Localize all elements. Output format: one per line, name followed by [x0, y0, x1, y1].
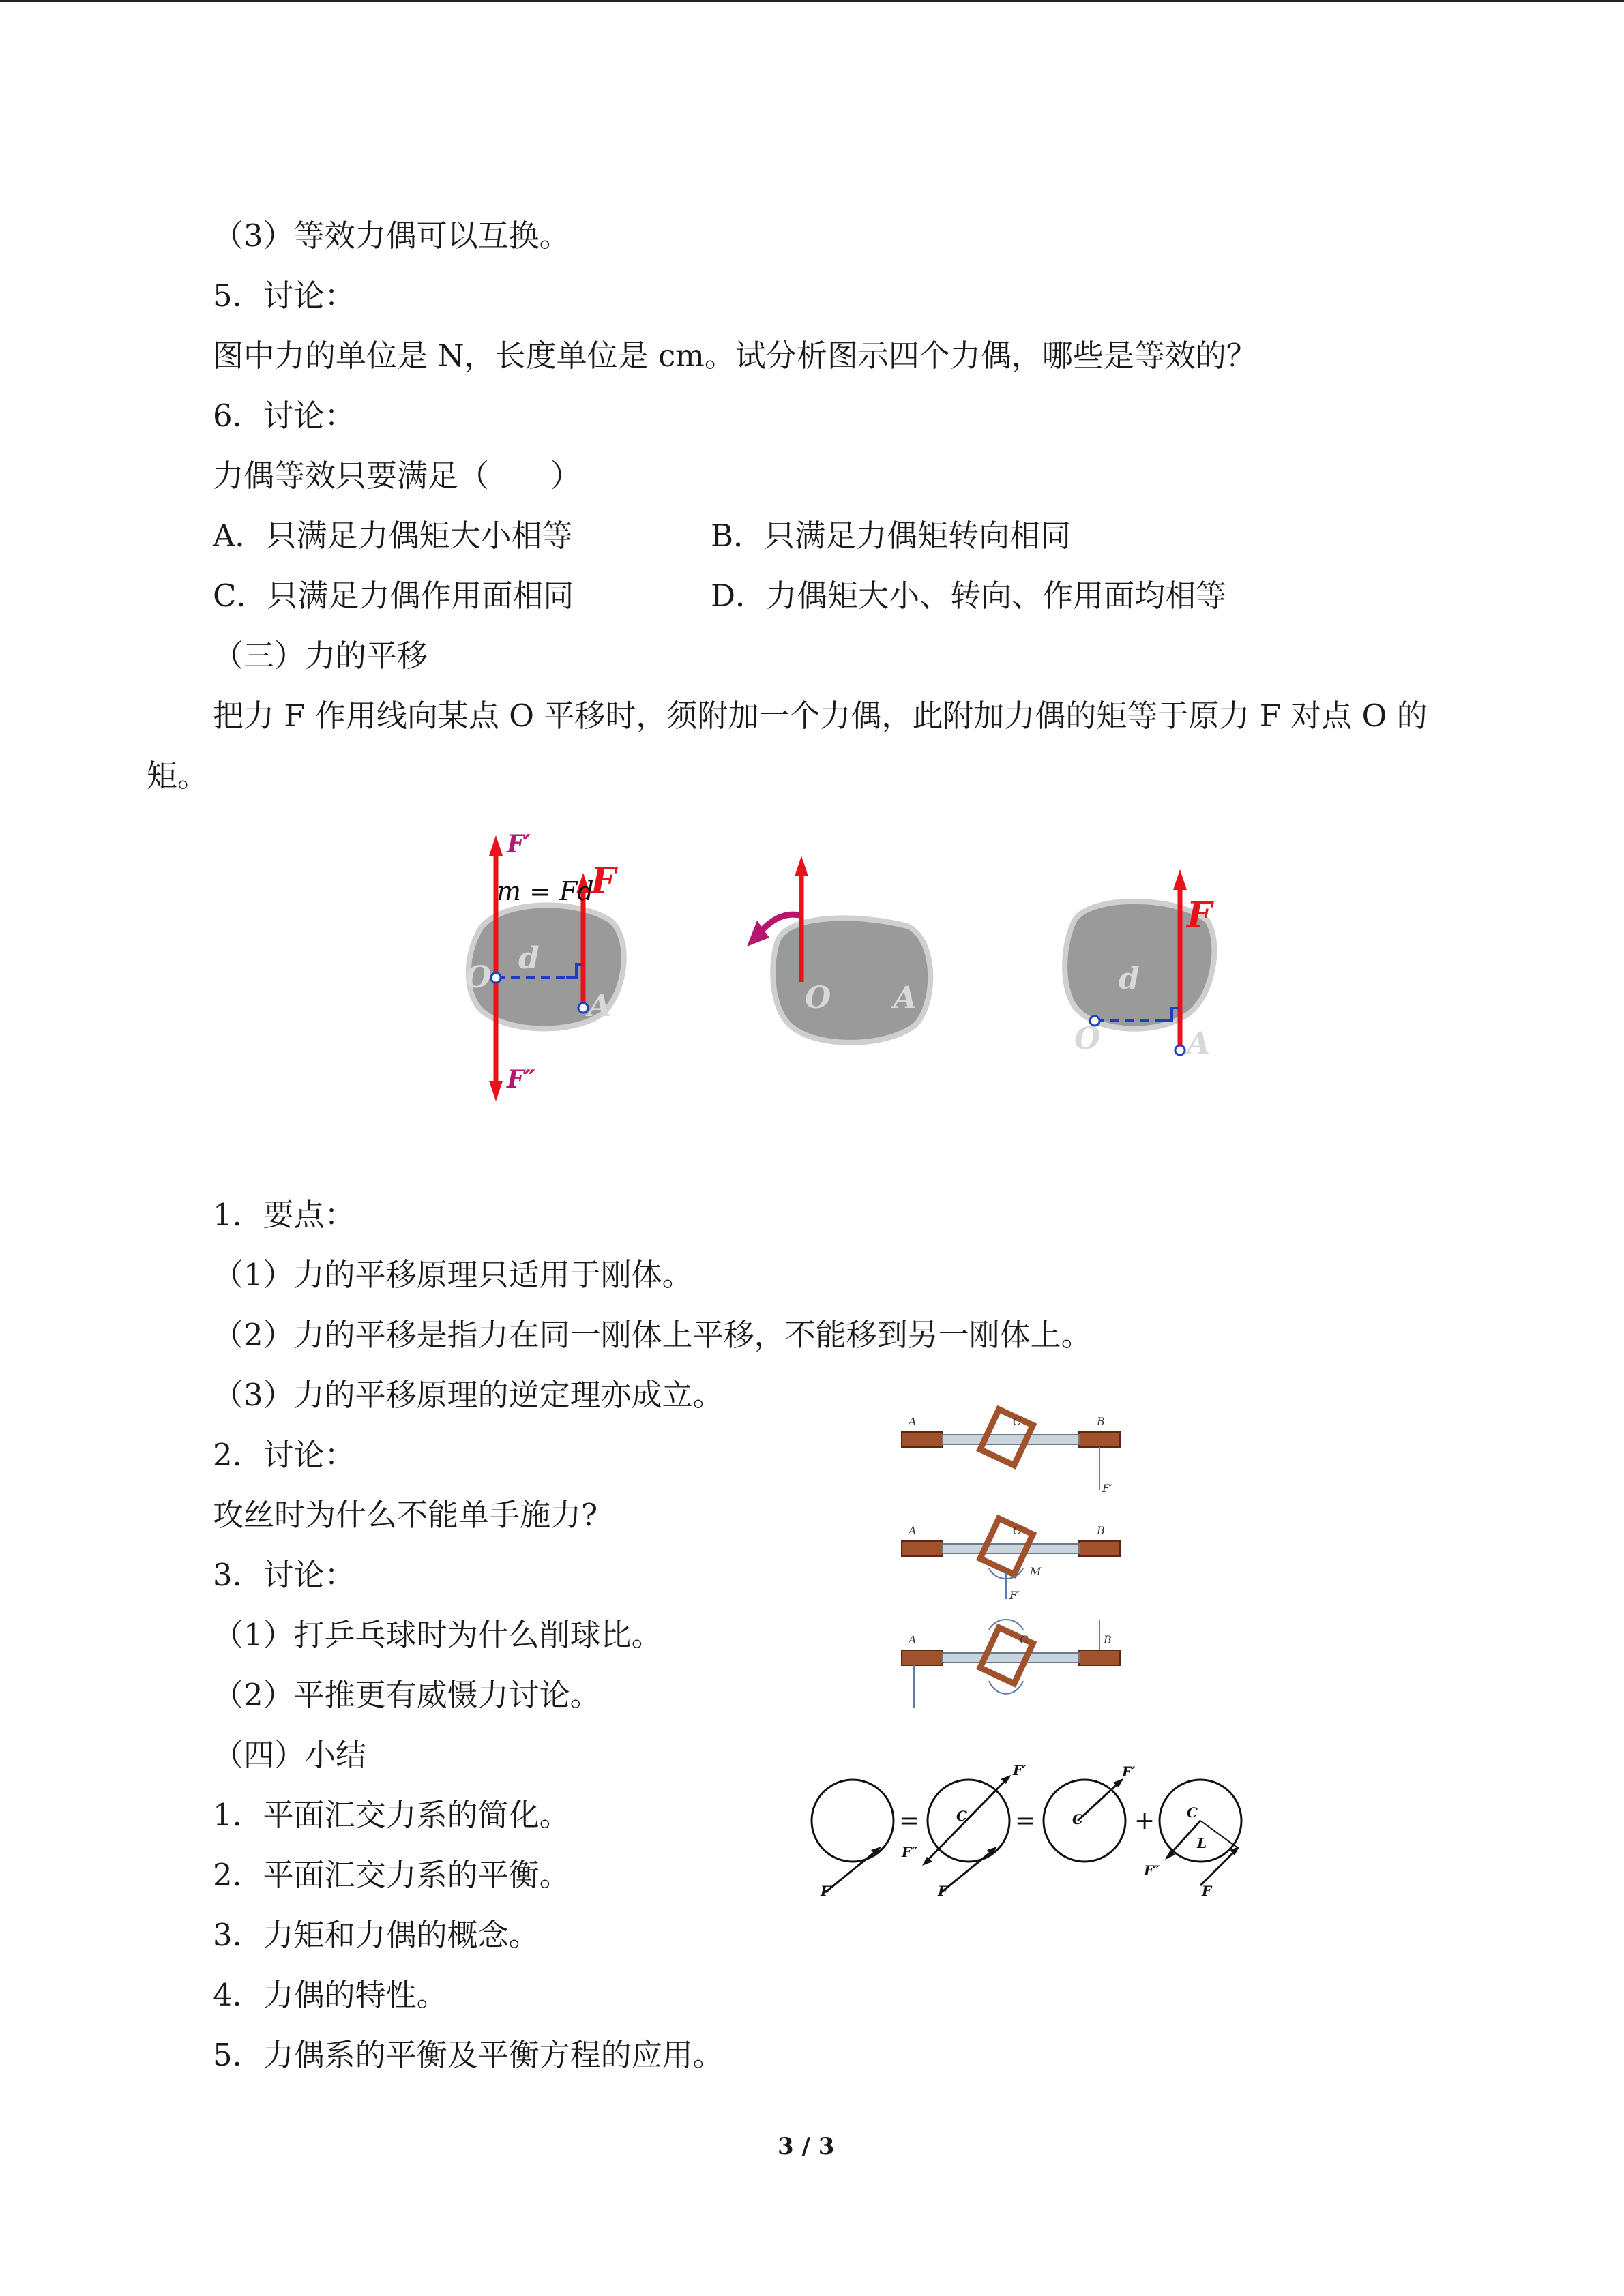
- svg-text:F′: F′: [1102, 1482, 1112, 1495]
- svg-text:F: F: [1202, 1883, 1212, 1899]
- svg-text:C: C: [1187, 1804, 1198, 1821]
- discussion-3-item-2: （2）平推更有威慑力讨论。: [213, 1677, 601, 1713]
- label-A-1: A: [588, 989, 612, 1024]
- text-line-3: 图中力的单位是 N，长度单位是 cm。试分析图示四个力偶，哪些是等效的？: [213, 338, 1257, 374]
- option-d: D．力偶矩大小、转向、作用面均相等: [711, 578, 1227, 614]
- svg-text:F′: F′: [1122, 1763, 1136, 1780]
- tap-wrench-state-3: [902, 1620, 1120, 1708]
- label-d-1: d: [518, 941, 540, 976]
- force-translation-figure: [437, 818, 1241, 1112]
- tap-wrench-figure: [894, 1398, 1139, 1718]
- tap-wrench-state-1: [902, 1410, 1120, 1495]
- svg-text:F′: F′: [1013, 1763, 1027, 1778]
- svg-text:C: C: [1013, 1415, 1022, 1428]
- label-F-prime: F′: [507, 830, 531, 859]
- force-F-double-prime-head: [489, 1081, 503, 1101]
- paragraph-line-1: 把力 F 作用线向某点 O 平移时，须附加一个力偶，此附加力偶的矩等于原力 F 对点 O 的: [213, 698, 1428, 734]
- svg-text:M: M: [1030, 1565, 1042, 1578]
- tap-wrench-state-2: [902, 1519, 1120, 1602]
- point-A-1: [578, 1003, 588, 1013]
- summary-item-2: 2．平面汇交力系的平衡。: [213, 1857, 570, 1893]
- page-number: 3 / 3: [778, 2133, 835, 2160]
- svg-text:C: C: [1020, 1633, 1029, 1646]
- text-line-1: （3）等效力偶可以互换。: [213, 218, 570, 254]
- circle-2: [928, 1780, 1009, 1862]
- key-point-1: （1）力的平移原理只适用于刚体。: [213, 1257, 693, 1293]
- svg-text:B: B: [1104, 1633, 1112, 1646]
- key-point-2: （2）力的平移是指力在同一刚体上平移，不能移到另一刚体上。: [213, 1317, 1092, 1353]
- svg-text:+: +: [1134, 1807, 1155, 1835]
- label-F-1: F: [591, 861, 616, 902]
- svg-text:C: C: [1013, 1524, 1022, 1537]
- label-O-2: O: [805, 981, 831, 1015]
- summary-item-4: 4．力偶的特性。: [213, 1977, 447, 2013]
- svg-text:C: C: [956, 1808, 967, 1824]
- svg-text:F: F: [938, 1883, 948, 1899]
- label-d-3: d: [1119, 961, 1140, 996]
- label-O-1: O: [465, 960, 492, 995]
- svg-text:=: =: [899, 1807, 920, 1835]
- key-point-3: （3）力的平移原理的逆定理亦成立。: [213, 1377, 724, 1413]
- label-F-3: F: [1187, 895, 1212, 936]
- discussion-2-question: 攻丝时为什么不能单手施力?: [213, 1497, 598, 1533]
- question-text: 力偶等效只要满足（ ）: [213, 458, 582, 494]
- heading-discussion-3: 3．讨论：: [213, 1557, 355, 1593]
- page-top-border: [0, 0, 1624, 2]
- svg-text:A: A: [909, 1415, 917, 1428]
- svg-text:B: B: [1097, 1415, 1105, 1428]
- option-b: B．只满足力偶矩转向相同: [711, 518, 1072, 554]
- svg-text:F″: F″: [902, 1844, 918, 1860]
- label-A-3: A: [1187, 1026, 1211, 1061]
- heading-discussion-2: 2．讨论：: [213, 1437, 355, 1473]
- label-moment: m = Fd: [497, 876, 594, 906]
- svg-text:L: L: [1197, 1835, 1207, 1851]
- option-c: C．只满足力偶作用面相同: [213, 578, 574, 614]
- circle-3: [1044, 1780, 1125, 1862]
- svg-text:A: A: [909, 1524, 917, 1537]
- svg-text:C: C: [1072, 1811, 1083, 1828]
- section-heading-4: （四）小结: [213, 1737, 367, 1773]
- svg-text:F: F: [821, 1883, 831, 1899]
- label-A-2: A: [894, 981, 917, 1015]
- paragraph-line-2: 矩。: [147, 758, 209, 794]
- svg-text:F″: F″: [1144, 1862, 1160, 1879]
- circle-1: [812, 1780, 894, 1862]
- heading-discussion-6: 6．讨论：: [213, 398, 355, 434]
- svg-text:F′: F′: [1009, 1589, 1020, 1602]
- force-F-head-3: [1173, 869, 1187, 890]
- force-F-prime-head: [489, 835, 503, 856]
- svg-text:B: B: [1097, 1524, 1105, 1537]
- section-heading-3: （三）力的平移: [213, 638, 428, 674]
- summary-item-5: 5．力偶系的平衡及平衡方程的应用。: [213, 2037, 724, 2073]
- svg-text:A: A: [909, 1633, 917, 1646]
- discussion-3-item-1: （1）打乒乓球时为什么削球比。: [213, 1617, 662, 1653]
- label-F-double-prime: F″: [507, 1065, 535, 1094]
- force-head-2: [795, 856, 808, 876]
- summary-item-3: 3．力矩和力偶的概念。: [213, 1917, 540, 1953]
- point-A-3: [1175, 1045, 1185, 1055]
- label-O-3: O: [1074, 1022, 1101, 1056]
- point-O-1: [491, 973, 501, 983]
- svg-text:=: =: [1015, 1807, 1036, 1835]
- heading-discussion-5: 5．讨论：: [213, 278, 355, 314]
- heading-key-points: 1．要点：: [213, 1197, 355, 1233]
- option-a: A．只满足力偶矩大小相等: [213, 518, 573, 554]
- summary-item-1: 1．平面汇交力系的简化。: [213, 1797, 570, 1833]
- force-circles-figure: [805, 1763, 1255, 1903]
